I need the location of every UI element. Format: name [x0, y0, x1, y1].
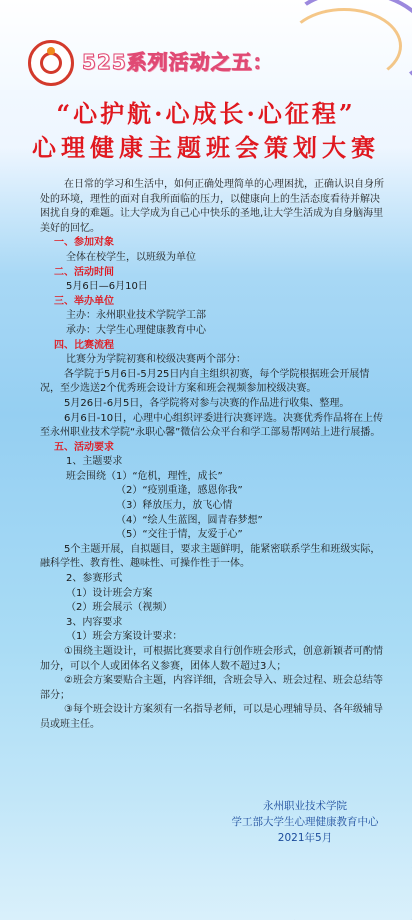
- body-text: 比赛分为学院初赛和校级决赛两个部分：: [66, 354, 246, 366]
- sub-heading: 2、参赛形式: [66, 573, 123, 585]
- requirement-item: ③每个班会设计方案须有一名指导老师，可以是心理辅导员、各年级辅导员或班主任。: [40, 704, 383, 730]
- sub-heading: 1、主题要求: [66, 456, 123, 468]
- list-item: （1）班会方案设计要求：: [66, 631, 183, 643]
- list-item: （1）设计班会方案: [66, 587, 153, 599]
- list-item: （2）班会展示（视频）: [66, 602, 173, 614]
- sub-heading: 3、内容要求: [66, 616, 123, 628]
- body-text: 5月26日-6月5日，各学院将对参与决赛的作品进行收集、整理。: [64, 397, 350, 409]
- body-text: 各学院于5月6日-5月25日内自主组织初赛，每个学院根据班会开展情况，至少选送2个优秀班会设计方案和班会视频参加校级决赛。: [40, 368, 370, 395]
- body-text: 6月6日-10日，心理中心组织评委进行决赛评选。决赛优秀作品将在上传至永州职业技术学院“永职心馨”微信公众平台和学工部易帮网站上进行展播。: [40, 412, 384, 439]
- main-title-line2: 心理健康主题班会策划大赛: [32, 133, 380, 162]
- section-heading: 五、活动要求: [54, 441, 114, 453]
- school-logo: [28, 40, 74, 86]
- body-text: 5月6日—6月10日: [66, 281, 148, 293]
- body-text: 主办：永州职业技术学院学工部: [66, 310, 206, 322]
- body-text: 全体在校学生，以班级为单位: [66, 251, 196, 263]
- decorative-swirl: [286, 8, 402, 84]
- requirement-item: ①围绕主题设计，可根据比赛要求自行创作班会形式，创意新颖者可酌情加分，可以个人或团体名义参赛，团体人数不超过3人；: [40, 646, 383, 672]
- logo-ring: [40, 52, 62, 74]
- intro-paragraph: 在日常的学习和生活中，如何正确处理简单的心理困扰，正确认识自身所处的环境，理性的面对自我所面临的压力，以健康向上的生活态度看待并解决困扰自身的难题。让大学成为自己心中快乐的圣地,让大学生活成为自身脑海里美好的回忆。: [40, 179, 384, 234]
- footer-dept: 学工部大学生心理健康教育中心: [231, 816, 379, 828]
- body-text: 承办：大学生心理健康教育中心: [66, 324, 206, 336]
- section-heading: 四、比赛流程: [54, 339, 114, 351]
- theme-item: 班会围绕（1）“危机，理性，成长”: [66, 470, 223, 482]
- footer-org: 永州职业技术学院: [263, 800, 347, 812]
- series-title: 525系列活动之五：: [82, 50, 274, 74]
- body-text: 5个主题开展，自拟题目，要求主题鲜明，能紧密联系学生和班级实际，融科学性、教育性、趣味性、可操作性于一体。: [40, 543, 381, 570]
- footer-date: 2021年5月: [277, 832, 333, 844]
- logo-dot: [47, 47, 55, 55]
- footer-signature: [230, 798, 380, 846]
- section-heading: 三、举办单位: [54, 295, 114, 307]
- section-heading: 二、活动时间: [54, 266, 114, 278]
- theme-item: （5）“交往于情，友爱于心”: [116, 529, 243, 541]
- section-heading: 一、参加对象: [54, 237, 114, 249]
- theme-item: （2）“疫别重逢，感恩你我”: [116, 485, 243, 497]
- requirement-item: ②班会方案要贴合主题，内容详细，含班会导入、班会过程、班会总结等部分；: [40, 675, 383, 701]
- body-content: [40, 178, 386, 733]
- main-title-line1: “心护航·心成长·心征程”: [56, 99, 356, 128]
- theme-item: （4）“绘人生蓝图，圆青春梦想”: [116, 514, 263, 526]
- theme-item: （3）释放压力，放飞心情: [116, 500, 233, 512]
